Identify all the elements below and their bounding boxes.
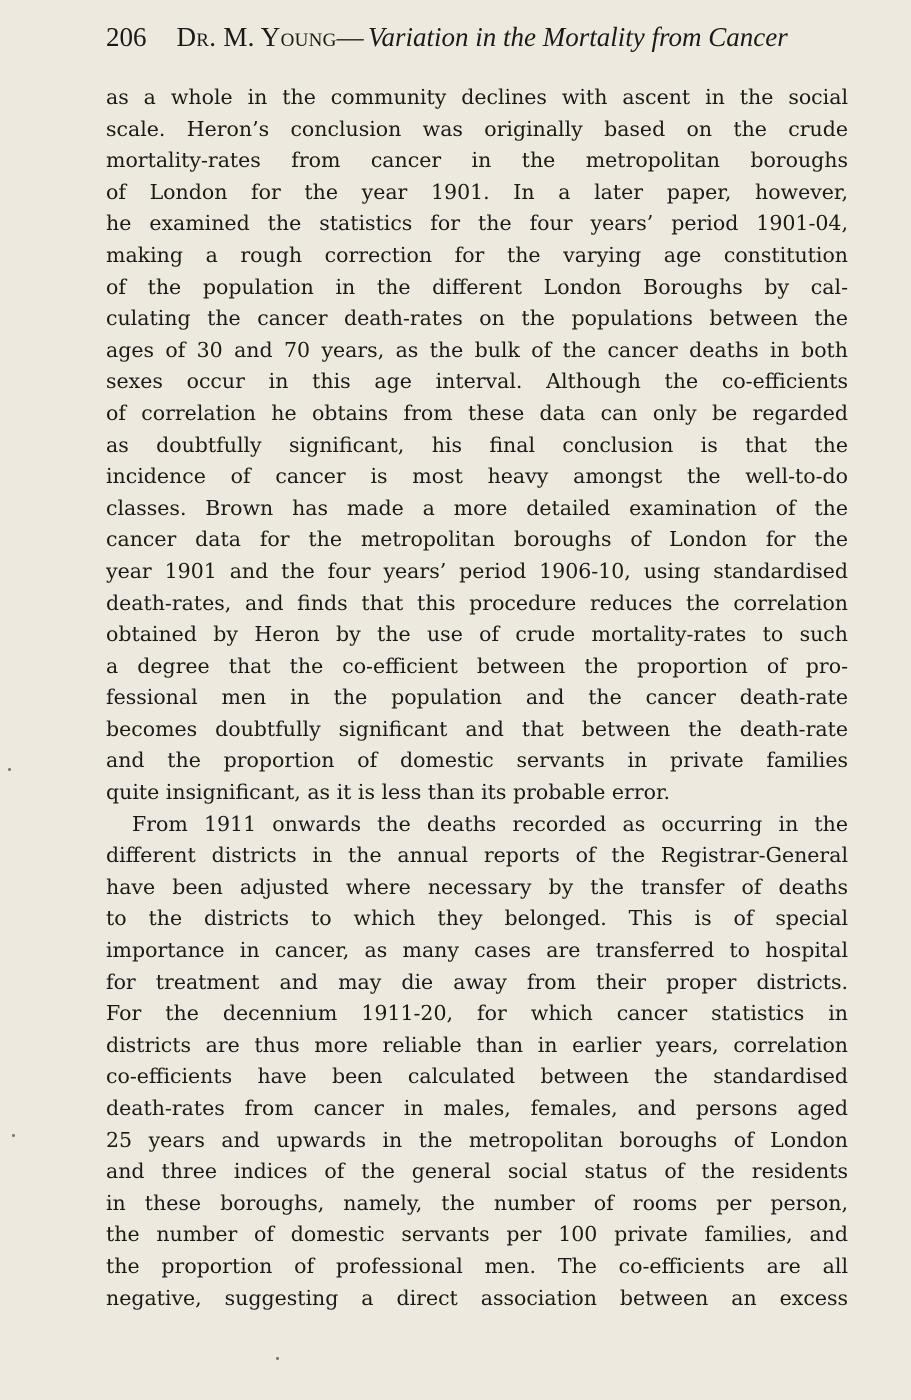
text-line: the proportion of professional men. The co-efficients are all (106, 1253, 848, 1278)
text-line: year 1901 and the four years’ period 1906-10, using standardised (106, 558, 848, 583)
text-line: becomes doubtfully significant and that between the death-rate (106, 716, 848, 741)
running-head (106, 20, 848, 54)
text-line: different districts in the annual reports of the Registrar-General (106, 843, 848, 868)
text-line: of correlation he obtains from these data can only be regarded (106, 400, 848, 425)
text-line: districts are thus more reliable than in earlier years, correlation (106, 1032, 848, 1057)
text-line: of London for the year 1901. In a later paper, however, (106, 179, 848, 204)
text-line: and the proportion of domestic servants in private families (106, 748, 848, 773)
text-line: ages of 30 and 70 years, as the bulk of the cancer deaths in both (106, 337, 848, 362)
text-line: making a rough correction for the varying age constitution (106, 242, 848, 267)
text-line: as a whole in the community declines with ascent in the social (106, 85, 848, 109)
running-head-author: Dr. M. Young— (176, 22, 364, 52)
text-line: culating the cancer death-rates on the populations between the (106, 306, 848, 331)
paper-speck (8, 768, 11, 771)
body-text (106, 82, 848, 1314)
text-line: have been adjusted where necessary by the transfer of deaths (106, 874, 848, 899)
text-line: fessional men in the population and the cancer death-rate (106, 685, 848, 710)
paper-speck (276, 1357, 279, 1360)
text-line: co-efficients have been calculated between the standardised (106, 1064, 848, 1089)
text-line: and three indices of the general social status of the residents (106, 1159, 848, 1184)
paper-speck (12, 1134, 15, 1137)
text-line: as doubtfully significant, his final conclusion is that the (106, 432, 848, 457)
text-line: importance in cancer, as many cases are transferred to hospital (106, 938, 848, 963)
text-line: quite insignificant, as it is less than its probable error. (106, 780, 671, 805)
text-line: For the decennium 1911-20, for which cancer statistics in (106, 1001, 848, 1026)
text-line: scale. Heron’s conclusion was originally based on the crude (106, 116, 848, 141)
text-line: death-rates from cancer in males, females, and persons aged (106, 1096, 848, 1120)
text-line: the number of domestic servants per 100 private families, and (106, 1222, 848, 1247)
text-line: cancer data for the metropolitan boroughs of London for the (106, 527, 848, 552)
text-line: From 1911 onwards the deaths recorded as occurring in the (132, 811, 848, 836)
text-line: incidence of cancer is most heavy amongst the well-to-do (106, 464, 848, 489)
text-line: of the population in the different London Boroughs by cal- (106, 274, 848, 299)
text-line: a degree that the co-efficient between the proportion of pro- (106, 653, 848, 678)
paragraph-1 (106, 82, 848, 809)
text-line: for treatment and may die away from their proper districts. (106, 969, 848, 994)
text-line: sexes occur in this age interval. Although the co-efficients (106, 369, 848, 394)
paragraph-2 (106, 809, 848, 1315)
text-line: death-rates, and finds that this procedure reduces the correlation (106, 590, 848, 615)
text-line: classes. Brown has made a more detailed examination of the (106, 495, 848, 520)
running-head-title: Variation in the Mortality from Cancer (367, 22, 788, 52)
text-line: he examined the statistics for the four years’ period 1901-04, (106, 211, 848, 236)
text-line: 25 years and upwards in the metropolitan boroughs of London (106, 1127, 848, 1152)
page-number: 206 (106, 22, 147, 52)
text-line: in these boroughs, namely, the number of rooms per person, (106, 1190, 848, 1215)
text-line: to the districts to which they belonged. This is of special (106, 906, 848, 931)
text-line: negative, suggesting a direct association between an excess (106, 1285, 848, 1310)
text-line: mortality-rates from cancer in the metropolitan boroughs (106, 148, 848, 173)
text-line: obtained by Heron by the use of crude mortality-rates to such (106, 622, 848, 647)
